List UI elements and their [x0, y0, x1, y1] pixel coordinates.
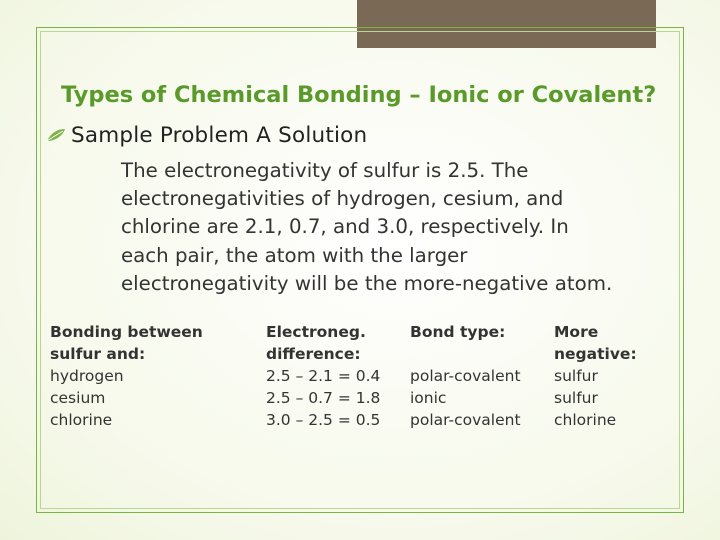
slide-title: Types of Chemical Bonding – Ionic or Covalent? [61, 82, 657, 108]
column-header: Bond type: [410, 323, 506, 341]
paragraph-line: The electronegativity of sulfur is 2.5. The [121, 159, 529, 182]
table-column-difference [266, 321, 380, 431]
table-cell: sulfur [554, 367, 598, 385]
column-header: sulfur and: [50, 345, 146, 363]
paragraph-line: chlorine are 2.1, 0.7, and 3.0, respectively. In [121, 215, 569, 239]
table-cell: hydrogen [50, 367, 124, 385]
table-cell: chlorine [554, 411, 617, 429]
table-cell: 3.0 – 2.5 = 0.5 [266, 411, 381, 429]
table-cell: sulfur [554, 389, 598, 407]
column-header: More [554, 323, 599, 341]
table-cell: 2.5 – 2.1 = 0.4 [266, 367, 381, 385]
solution-paragraph [121, 157, 681, 298]
table-column-bonding-between [50, 321, 203, 431]
table-cell: polar-covalent [410, 411, 521, 429]
table-cell: 2.5 – 0.7 = 1.8 [266, 389, 381, 407]
column-header [410, 343, 521, 365]
leaf-bullet-icon [45, 127, 67, 143]
column-header: negative: [554, 345, 637, 363]
table-cell: polar-covalent [410, 367, 521, 385]
table-cell: cesium [50, 389, 106, 407]
column-header: Electroneg. [266, 323, 366, 341]
column-header: Bonding between [50, 323, 203, 341]
table-column-more-negative [554, 321, 637, 431]
paragraph-line: each pair, the atom with the larger [121, 243, 468, 267]
table-cell: chlorine [50, 411, 113, 429]
table-column-bond-type [410, 321, 521, 431]
paragraph-line: electronegativity will be the more-negative atom. [121, 271, 613, 295]
bullet-heading-text: Sample Problem A Solution [71, 123, 368, 148]
paragraph-line: electronegativities of hydrogen, cesium, and [121, 187, 564, 211]
column-header: difference: [266, 345, 361, 363]
table-cell: ionic [410, 389, 447, 407]
